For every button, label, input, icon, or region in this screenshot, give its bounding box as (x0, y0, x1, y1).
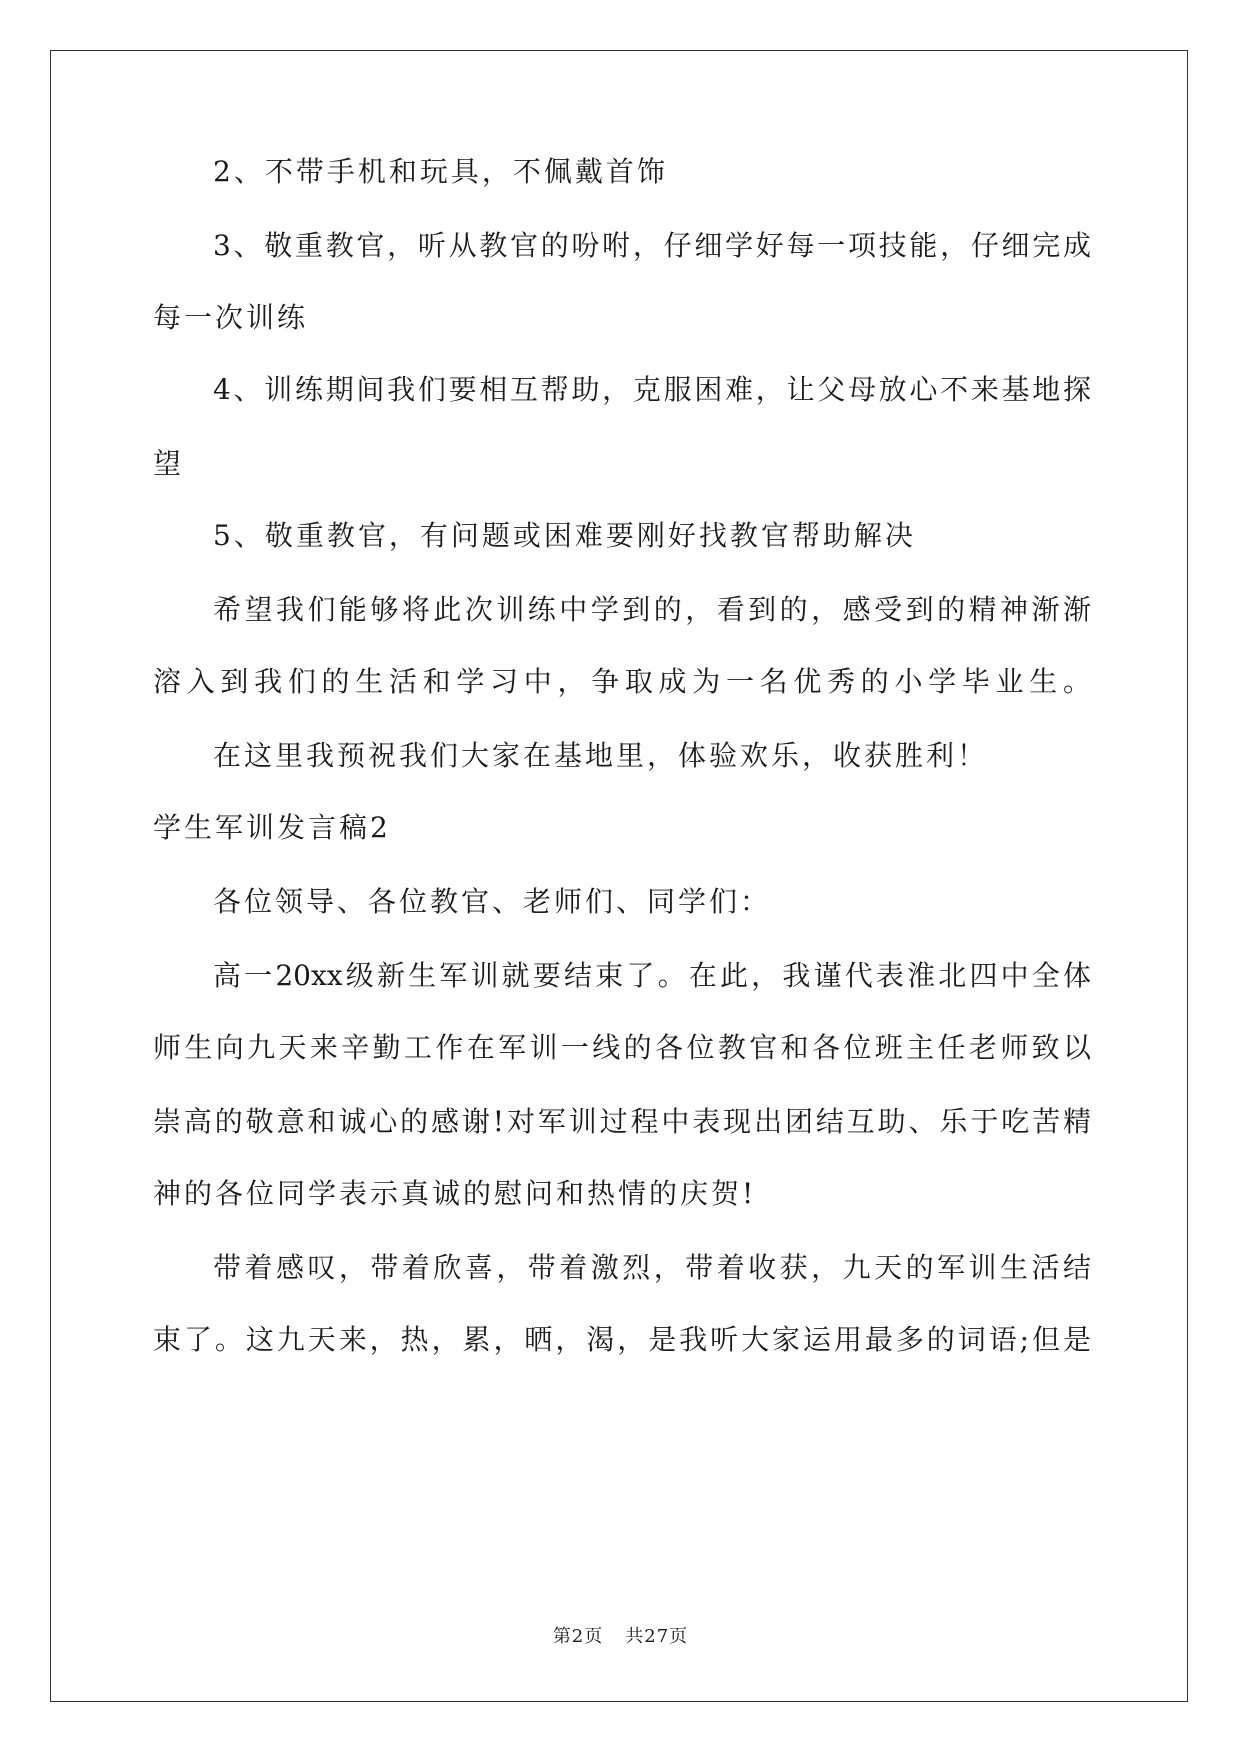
salutation: 各位领导、各位教官、老师们、同学们： (213, 885, 772, 918)
paragraph-hope: 希望我们能够将此次训练中学到的，看到的，感受到的精神渐渐 (213, 593, 1091, 626)
paragraph-reflection: 带着感叹，带着欣喜，带着激烈，带着收获，九天的军训生活结 (213, 1251, 1091, 1284)
paragraph-wish: 在这里我预祝我们大家在基地里，体验欢乐，收获胜利！ (213, 739, 989, 772)
page-total: 共27页 (625, 1626, 689, 1647)
page-footer (0, 1625, 1241, 1649)
paragraph-intro-cont-1: 师生向九天来辛勤工作在军训一线的各位教官和各位班主任老师致以 (153, 1031, 1091, 1064)
page-number: 第2页 (552, 1626, 604, 1647)
paragraph-hope-cont: 溶入到我们的生活和学习中，争取成为一名优秀的小学毕业生。 (153, 665, 1091, 698)
list-item-4: 4、训练期间我们要相互帮助，克服困难，让父母放心不来基地探 (213, 373, 1091, 406)
paragraph-intro-cont-2: 崇高的敬意和诚心的感谢!对军训过程中表现出团结互助、乐于吃苦精 (153, 1105, 1091, 1138)
list-item-3: 3、敬重教官，听从教官的吩咐，仔细学好每一项技能，仔细完成 (213, 229, 1091, 262)
list-item-4-cont: 望 (153, 447, 185, 480)
section-title: 学生军训发言稿2 (153, 811, 391, 844)
paragraph-intro-cont-3: 神的各位同学表示真诚的慰问和热情的庆贺! (153, 1177, 757, 1210)
list-item-5: 5、敬重教官，有问题或困难要刚好找教官帮助解决 (213, 519, 916, 552)
paragraph-reflection-cont: 束了。这九天来，热，累，晒，渴，是我听大家运用最多的词语;但是 (153, 1323, 1091, 1356)
list-item-3-cont: 每一次训练 (153, 301, 309, 334)
paragraph-intro: 高一20xx级新生军训就要结束了。在此，我谨代表淮北四中全体 (213, 959, 1091, 992)
list-item-2: 2、不带手机和玩具，不佩戴首饰 (213, 155, 668, 188)
